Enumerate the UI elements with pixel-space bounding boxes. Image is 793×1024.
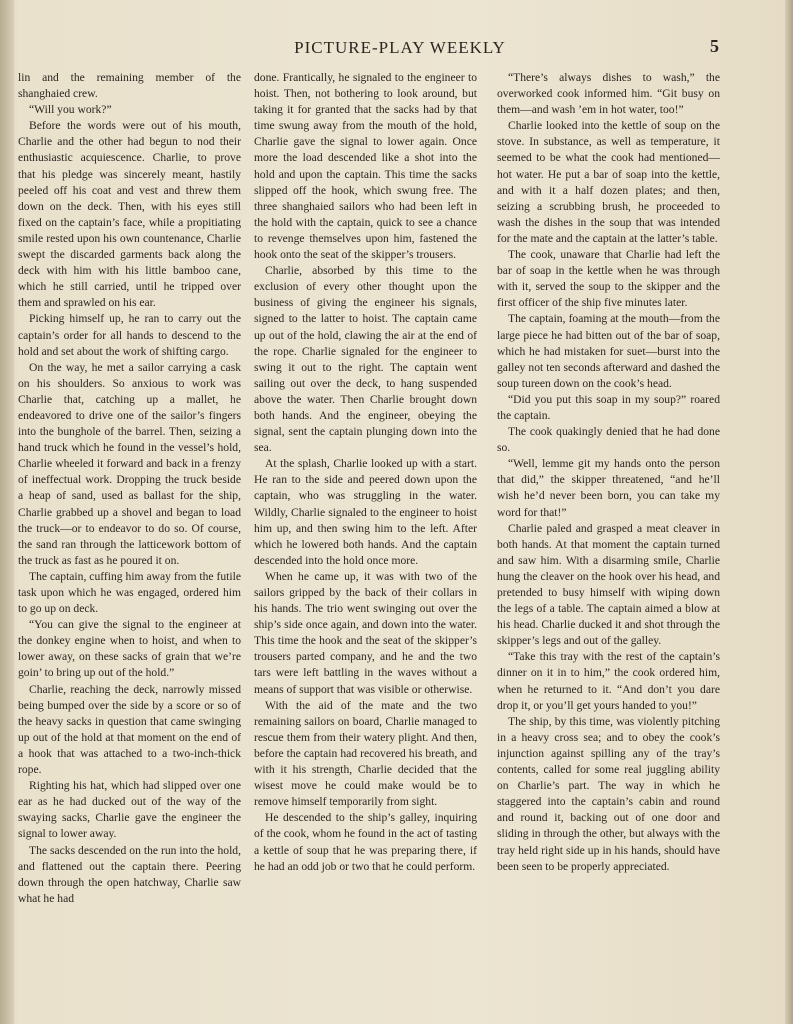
paragraph: Before the words were out of his mouth, Charlie and the other had begun to nod their enthusiastic acquiescence. Charlie, to prove that his pledge was sincerely meant, hastily peeled off his coat and vest and threw them down on the deck. Then, with his eyes still fixed on the captain’s face, while a propitiating smile rested upon his own countenance, Charlie swept the discarded garments back along the deck with him with his little bamboo cane, which he still carried, until he tripped over them and sprawled on his ear. (18, 119, 241, 310)
paragraph: The sacks descended on the run into the hold, and flattened out the captain there. Peering down through the open hatchway, Charlie saw what he had (18, 843, 241, 905)
paragraph: “Well, lemme git my hands onto the person that did,” the skipper threatened, “and he’ll wish he’d never been born, you can take my word for that!” (497, 457, 720, 519)
text-column-3 (497, 70, 720, 875)
paragraph: “Will you work?” (29, 103, 112, 117)
paragraph: At the splash, Charlie looked up with a start. He ran to the side and peered down upon the captain, who was struggling in the water. Wildly, Charlie signaled to the engineer to hoist him up, and then swing him to the left. After which he lowered both hands. And the captain descended into the hold once more. (254, 457, 477, 567)
paragraph: lin and the remaining member of the shanghaied crew. (18, 71, 241, 101)
page-right-edge (785, 0, 793, 1024)
paragraph: “Take this tray with the rest of the captain’s dinner on it in to him,” the cook ordered him, when he returned to it. “And don’t you dare drop it, or you’ll get yours handed to you!” (497, 650, 720, 712)
paragraph: He descended to the ship’s galley, inquiring of the cook, whom he found in the act of tasting a kettle of soup that he was preparing there, if he had an odd job or two that he could perform. (254, 811, 477, 873)
paragraph: “There’s always dishes to wash,” the overworked cook informed him. “Git busy on them—and wash ’em in hot water, too!” (497, 71, 720, 117)
paragraph: The cook quakingly denied that he had done so. (497, 425, 720, 455)
paragraph: On the way, he met a sailor carrying a cask on his shoulders. So anxious to work was Charlie that, catching up a mallet, he endeavored to drive one of the sailor’s fingers into the bunghole of the barrel. Then, seizing a hand truck which he found in the vessel’s hold, Charlie wheeled it forward and back in a frenzy of ineffectual work. Dropping the truck beside a heap of sand, used as ballast for the ship, Charlie grabbed up a shovel and began to load the truck—or to endeavor to do so. Of course, the sand ran through the latticework bottom of the truck as fast as he poured it on. (18, 360, 241, 567)
paragraph: The ship, by this time, was violently pitching in a heavy cross sea; and to obey the cook’s injunction against spilling any of the tray’s contents, called for some real juggling ability on Charlie’s part. The way in which he staggered into the captain’s cabin and round and round it, backing out of one door and sliding in through the other, but always with the tray held right side up in his hands, should have been seen to be properly appreciated. (497, 714, 720, 873)
paragraph: Picking himself up, he ran to carry out the captain’s order for all hands to descend to the hold and set about the work of shifting cargo. (18, 312, 241, 358)
paragraph: Charlie looked into the kettle of soup on the stove. In substance, as well as temperature, it seemed to be what the cook had mentioned—hot water. He put a bar of soap into the kettle, and with it a half dozen plates; and then, seizing a scrubbing brush, he proceeded to wash the dishes in the soup that was intended for the mate and the captain at the latter’s table. (497, 119, 720, 245)
paragraph: The captain, foaming at the mouth—from the large piece he had bitten out of the bar of soap, which he had mistaken for suet—burst into the galley not ten seconds afterward and dashed the soup tureen down on the cook’s head. (497, 312, 720, 390)
paragraph: “Did you put this soap in my soup?” roared the captain. (497, 392, 720, 422)
paragraph: When he came up, it was with two of the sailors gripped by the back of their collars in his hands. The trio went swinging out over the ship’s side once again, and down into the water. This time the hook and the seat of the skipper’s trousers parted company, and he and the two tars were left battling in the waves without a means of support that was visible or otherwise. (254, 569, 477, 696)
paragraph: The cook, unaware that Charlie had left the bar of soap in the kettle when he was through with it, served the soup to the skipper and the first officer of the ship five minutes later. (497, 248, 720, 310)
text-column-2 (254, 70, 477, 875)
page-number: 5 (710, 36, 719, 56)
paragraph: Charlie, reaching the deck, narrowly missed being bumped over the side by a score or so of the heavy sacks in question that came swinging up out of the hold at that moment on the end of a hook that was attached to a two-inch-thick rope. (18, 682, 241, 777)
page-binding-edge (0, 0, 14, 1024)
paragraph: Charlie paled and grasped a meat cleaver in both hands. At that moment the captain turned and saw him. With a disarming smile, Charlie hung the cleaver on the hook over his head, and pretended to busy himself with wiping down the legs of a table. The captain aimed a blow at his head. Charlie ducked it and shot through the skipper’s legs and out of the galley. (497, 521, 720, 648)
paragraph: Righting his hat, which had slipped over one ear as he had ducked out of the way of the swaying sacks, Charlie gave the engineer the signal to lower away. (18, 779, 241, 841)
paragraph: “You can give the signal to the engineer at the donkey engine when to hoist, and when to lower away, on these sacks of grain that we’re goin’ to bring up out of the hold.” (18, 618, 241, 680)
running-header: PICTURE-PLAY WEEKLY (294, 38, 506, 57)
paragraph: done. Frantically, he signaled to the engineer to hoist. Then, not bothering to look around, but taking it for granted that the sacks had by that time swung away from the mouth of the hold, Charlie gave the signal to lower again. Once more the load descended like a shot into the hold and upon the captain. This time the sacks slipped off the hook, which swung free. The three shanghaied sailors who had been left in the hold with the captain, quick to see a chance to revenge themselves upon him, fastened the hook onto the seat of the skipper’s trousers. (254, 71, 477, 262)
paragraph: With the aid of the mate and the two remaining sailors on board, Charlie managed to rescue them from their watery plight. And then, before the captain had recovered his breath, and with it his strength, Charlie decided that the wisest move he could make would be to remove himself temporarily from sight. (254, 698, 477, 809)
paragraph: Charlie, absorbed by this time to the exclusion of every other thought upon the business of giving the engineer his signals, signed to the latter to hoist. The captain came up out of the hold, clawing the air at the end of the rope. Charlie signaled for the engineer to swing it out to the right. The captain went sailing out over the deck, to hang suspended above the water. Then Charlie brought down both hands. And the engineer, obeying the signal, sent the captain plunging down into the sea. (254, 264, 477, 455)
paragraph: The captain, cuffing him away from the futile task upon which he was engaged, ordered him to go up on deck. (18, 569, 241, 616)
text-column-1 (18, 70, 241, 907)
